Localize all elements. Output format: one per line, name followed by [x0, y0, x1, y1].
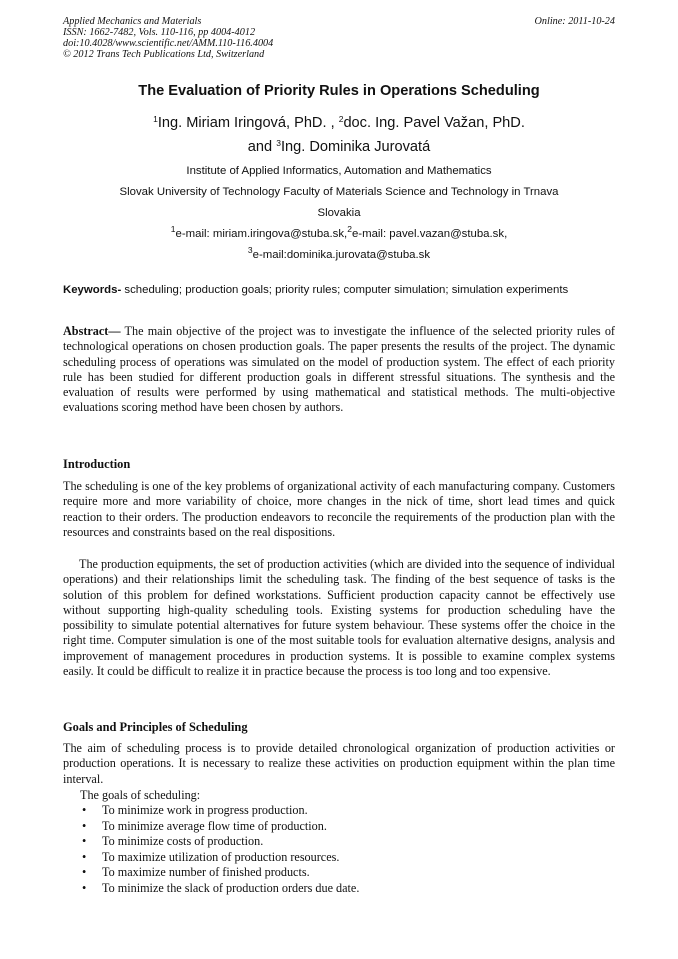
goals-list	[80, 803, 359, 897]
author-sup-2: 2	[338, 114, 344, 124]
email-2: e-mail: pavel.vazan@stuba.sk,	[351, 228, 508, 240]
abstract-paragraph	[63, 324, 615, 416]
email-line-1	[63, 224, 615, 245]
copyright-line: © 2012 Trans Tech Publications Ltd, Switzerland	[63, 49, 265, 60]
introduction-heading: Introduction	[63, 457, 131, 471]
keywords-label: Keywords-	[63, 284, 122, 296]
bullet-icon: •	[82, 849, 87, 864]
bullet-icon: •	[82, 818, 87, 833]
email-1: e-mail: miriam.iringova@stuba.sk,	[175, 228, 348, 240]
bullet-icon: •	[82, 803, 87, 817]
email-3: e-mail:dominika.jurovata@stuba.sk	[252, 249, 431, 261]
keywords-paragraph	[63, 283, 615, 297]
goals-paragraph: The aim of scheduling process is to provide detailed chronological organization of production activities or production operations. It is necessary to realize these activities on production equipment within the plan time interval.	[63, 741, 615, 786]
list-item-text: To minimize the slack of production orders due date.	[102, 880, 360, 895]
abstract-text: The main objective of the project was to investigate the influence of the selected priority rules of technological operations on chosen production goals. The paper presents the results of the project. The dynamic scheduling process of operations was simulated on the model of production system. The effect of each priority rule has been studied for different production goals in different stressful situations. The synthesis and the evaluation of results were performed by using mathematical and statistical methods. The multi-objective evaluations scoring method have been chosen by authors.	[63, 324, 615, 415]
email-sup-2: 2	[347, 224, 352, 234]
goals-heading: Goals and Principles of Scheduling	[63, 720, 248, 734]
list-item-text: To maximize number of finished products.	[102, 865, 310, 880]
bullet-icon: •	[82, 865, 87, 880]
bullet-icon: •	[82, 880, 87, 895]
issn-line: ISSN: 1662-7482, Vols. 110-116, pp 4004-4012	[63, 27, 256, 38]
email-line-2	[63, 245, 615, 266]
author-list	[63, 111, 615, 159]
affiliation-institute: Institute of Applied Informatics, Automation and Mathematics	[186, 165, 492, 177]
list-item	[80, 819, 359, 835]
affiliation-block	[63, 161, 615, 266]
affiliation-university: Slovak University of Technology Faculty of Materials Science and Technology in Trnava	[119, 186, 559, 198]
list-item-text: To minimize average flow time of production.	[102, 818, 327, 833]
keywords-text: scheduling; production goals; priority rules; computer simulation; simulation experiments	[121, 284, 569, 296]
author-2: doc. Ing. Pavel Važan, PhD.	[343, 115, 525, 131]
introduction-paragraph-2: The production equipments, the set of production activities (which are divided into the sequence of individual operations) and their relationships limit the scheduling task. The finding of the best sequence of tasks is the solution of this problem for defined workstations. Sufficient production capacity cannot be effectively use without supporting high-quality scheduling tools. Existing systems for production scheduling have the possibility to simulate potential alternatives for future system behaviour. These systems offer the choice in the right time. Computer simulation is one of the most suitable tools for evaluation alternative designs, analysis and improvement of management procedures in production systems. It is possible to examine complex systems easily. It could be difficult to realize it in practice because the process is too long and too expensive.	[63, 557, 615, 679]
list-item	[80, 881, 359, 897]
author-3: Ing. Dominika Jurovatá	[280, 139, 431, 155]
list-item	[80, 834, 359, 850]
author-line-2	[63, 135, 615, 159]
abstract-label: Abstract—	[63, 324, 121, 338]
journal-name: Applied Mechanics and Materials	[63, 16, 202, 27]
list-item-text: To maximize utilization of production resources.	[102, 849, 340, 864]
online-date: Online: 2011-10-24	[534, 16, 615, 27]
author-line-1	[63, 111, 615, 135]
paper-title: The Evaluation of Priority Rules in Operations Scheduling	[138, 83, 540, 99]
list-item	[80, 865, 359, 881]
list-item-text: To minimize work in progress production.	[102, 803, 308, 817]
email-sup-3: 3	[247, 245, 253, 255]
email-sup-1: 1	[170, 224, 176, 234]
list-item	[80, 803, 359, 819]
author-sup-3: 3	[276, 138, 281, 148]
journal-header	[63, 16, 615, 60]
author-1: Ing. Miriam Iringová, PhD. ,	[157, 115, 339, 131]
list-item	[80, 850, 359, 866]
introduction-paragraph-1: The scheduling is one of the key problems of organizational activity of each manufacturing company. Customers require more and more variability of choice, more changes in the nick of time, short lead times and quick reaction to their orders. The production endeavors to reconcile the requirements of the production plan with the resources and constraints based on the real dispositions.	[63, 479, 615, 539]
goals-lead: The goals of scheduling:	[80, 788, 201, 802]
affiliation-country: Slovakia	[317, 207, 361, 219]
bullet-icon: •	[82, 834, 87, 849]
author-and: and	[247, 139, 277, 155]
doi-line: doi:10.4028/www.scientific.net/AMM.110-116.4004	[63, 38, 274, 49]
author-sup-1: 1	[153, 114, 158, 124]
list-item-text: To minimize costs of production.	[102, 834, 264, 849]
